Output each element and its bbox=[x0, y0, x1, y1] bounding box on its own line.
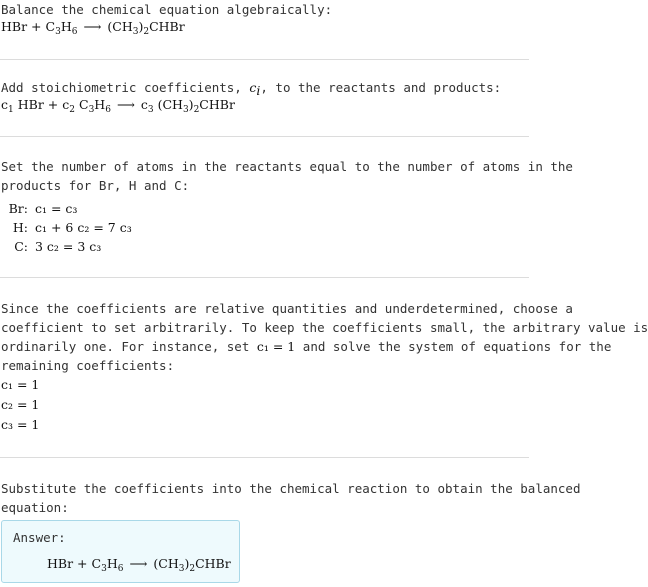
section-divider bbox=[0, 457, 529, 458]
result-c2: c₂ = 1 bbox=[1, 397, 40, 412]
answer-box bbox=[1, 520, 240, 583]
substitute-text-line1: Substitute the coefficients into the chemical reaction to obtain the balanced bbox=[1, 481, 581, 496]
atom-equation-row: Br: c₁ = c₃ bbox=[8, 201, 78, 216]
section-divider bbox=[0, 136, 529, 137]
solve-text-line4: remaining coefficients: bbox=[1, 358, 175, 373]
atom-equation-row: C: 3 c₂ = 3 c₃ bbox=[14, 239, 102, 254]
solve-text-line2: coefficient to set arbitrarily. To keep the coefficients small, the arbitrary value is bbox=[1, 320, 648, 335]
solve-text-line1: Since the coefficients are relative quantities and underdetermined, choose a bbox=[1, 301, 573, 316]
intro-text: Balance the chemical equation algebraically: bbox=[1, 2, 333, 17]
balanced-equation: HBr + $C_3H_6$ ⟶ $(CH_3)_2CHBr$ bbox=[47, 556, 231, 574]
atoms-text-line1: Set the number of atoms in the reactants equal to the number of atoms in the bbox=[1, 159, 573, 174]
result-c3: c₃ = 1 bbox=[1, 417, 40, 432]
result-c1: c₁ = 1 bbox=[1, 377, 40, 392]
section-divider bbox=[0, 59, 529, 60]
solve-text-line3: ordinarily one. For instance, set c₁ = 1 and solve the system of equations for the bbox=[1, 339, 612, 354]
equation-with-coefficients: $c_1$ HBr + $c_2$ $C_3H_6$ ⟶ $c_3$ $(CH_3)_2CHBr$ bbox=[1, 97, 235, 115]
atom-equation-row: H: c₁ + 6 c₂ = 7 c₃ bbox=[12, 220, 132, 235]
atoms-text-line2: products for Br, H and C: bbox=[1, 178, 190, 193]
unbalanced-equation: HBr + $C_3H_6$ ⟶ $(CH_3)_2CHBr$ bbox=[1, 19, 185, 37]
atom-equations bbox=[2, 199, 132, 256]
substitute-text-line2: equation: bbox=[1, 500, 69, 515]
answer-label: Answer: bbox=[13, 530, 66, 545]
section-divider bbox=[0, 277, 529, 278]
coefficients-text: Add stoichiometric coefficients, $c_i$, to the reactants and products: bbox=[1, 80, 502, 98]
